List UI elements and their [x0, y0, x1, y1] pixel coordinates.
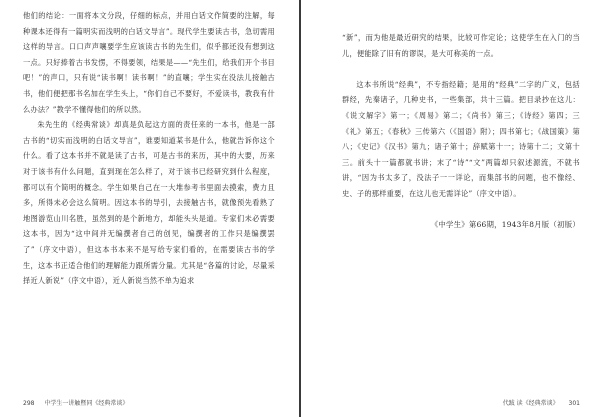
- right-paragraph-1: “新”，而为他是最近研究的结果，比较可作定论；这使学生在入门的当儿，便能除了旧有的谬误，是大可称美的一点。: [342, 33, 580, 58]
- left-paragraph-2: 朱先生的《经典常谈》却真是负起这方面的责任来的一本书，他是一部古书的“切实而浅明的白话文导言”，谁要知道某书是什么，他就告诉你这个什么。看了这本书并不就是读了古书，可是古书的来历，其中的大要，历来对于该书有什么问题，直到现在怎么样了，对于该书已经研究到什么程度，都可以有个简明的概念。学生如果自己在一大堆参考书里面去摸索，费力且多，所得未必会这么简明。因这本书的导引，去接触古书，就像预先看熟了地图游览山川名胜，虽然到的是个新地方，却能头头是道。专家们未必需要这本书，因为“这中间并无编撰者自己的创见，编撰者的工作只是编撰罢了”（序文中语），但这本书本来不是写给专家们看的，在需要读古书的学生，这本书正适合他们的理解能力跟所需分量。尤其是“各篇的讨论，尽量采择近人新说”（序文中语），近人新说当然不单为追求: [23, 120, 275, 286]
- right-paragraph-2: 这本书所说“经典”，不专指经籍；是用的“经典”二字的广义，包括群经，先秦诸子，几种史书，一些集部，共十三篇。把目录抄在这儿：《说文解字》第一；《周易》第二；《尚书》第三；《诗经》第四；三《礼》第五；《春秋》三传第六（《国语》附）；四书第七；《战国策》第八；《史记》《汉书》第九；诸子第十；辞赋第十一；诗第十二；文第十三。前头十一篇都就书讲；末了“诗”“文”两篇却只叙述源流，不就书讲，“因为书太多了，没法子一一详论，而集部书的问题，也不像经、史、子的那样重要，在这儿也无需详论”（序文中语）。: [342, 79, 580, 198]
- left-page: [0, 0, 299, 417]
- right-page: [301, 0, 600, 417]
- right-page-footer: [503, 398, 580, 407]
- source-citation: 《中学生》第66期，1943年8月版（初版）: [430, 220, 580, 230]
- right-page-number: 301: [568, 400, 580, 407]
- left-paragraph-1: 他们的结论：一面将本文分段，仔细的标点，并用白话文作简要的注解，每种课本还得有一篇明实而浅明的白话文导言”。现代学生要读古书，急切需用这样的导言。口口声声嚷要学生应该读古书的先生们，似乎都还没有想到这一点。只好捧着古书发愣，不得要领，结果是——“先生们，给我们开个书目吧！”的声口，只有说“读书啊！读书啊！”的直嚷；学生实在没法儿接触古书，他们便把那书名加在学生头上，“你们自己不要好，不爱读书，教我有什么办法？”教学不懂得他们的所以然。: [23, 11, 275, 114]
- right-page-body: [342, 30, 580, 233]
- right-running-head: 代跋 读《经典常谈》: [502, 400, 559, 407]
- left-page-number: 298: [23, 400, 35, 407]
- left-page-footer: [23, 398, 128, 407]
- left-running-head: 中学生一讲触暨同《经典常谈》: [44, 400, 129, 407]
- left-page-body: [23, 8, 275, 289]
